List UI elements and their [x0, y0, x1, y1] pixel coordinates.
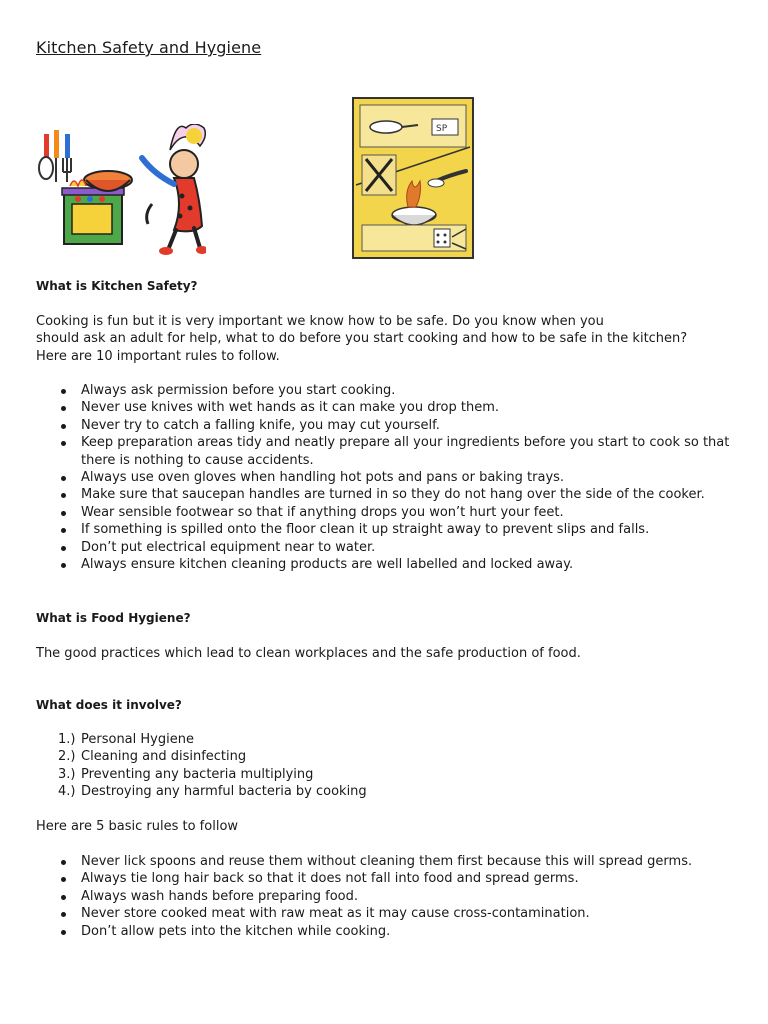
list-item: Make sure that saucepan handles are turned in so they do not hang over the side of the cooker.: [36, 486, 736, 503]
intro-line: Here are 10 important rules to follow.: [36, 348, 280, 364]
item-text: Preventing any bacteria multiplying: [81, 766, 314, 782]
item-number: 1.): [58, 732, 76, 747]
item-text: Personal Hygiene: [81, 732, 194, 747]
cartoon-chef-cooking-image: [34, 124, 206, 256]
list-item: Don’t allow pets into the kitchen while cooking.: [36, 923, 736, 940]
list-item: Always ask permission before you start cooking.: [36, 382, 736, 399]
svg-text:SP: SP: [436, 124, 448, 134]
list-item: Don’t put electrical equipment near to water.: [36, 539, 736, 556]
list-item: Always wash hands before preparing food.: [36, 888, 736, 905]
item-number: 3.): [58, 766, 76, 782]
food-hygiene-heading: What is Food Hygiene?: [36, 611, 191, 625]
item-text: Destroying any harmful bacteria by cooking: [81, 784, 367, 800]
list-item: Never store cooked meat with raw meat as it may cause cross-contamination.: [36, 905, 736, 922]
intro-line: should ask an adult for help, what to do before you start cooking and how to be safe in the kitchen?: [36, 331, 688, 347]
list-item: Wear sensible footwear so that if anything drops you won’t hurt your feet.: [36, 504, 736, 521]
involve-heading: What does it involve?: [36, 698, 182, 712]
involve-numbered-list: [36, 731, 736, 801]
item-number: 4.): [58, 784, 76, 800]
kitchen-safety-intro: [36, 313, 736, 365]
hygiene-rules-list: [36, 853, 736, 940]
basic-rules-intro: Here are 5 basic rules to follow: [36, 819, 239, 834]
food-hygiene-definition: The good practices which lead to clean workplaces and the safe production of food.: [36, 646, 581, 661]
list-item: Never use knives with wet hands as it can make you drop them.: [36, 399, 736, 416]
kitchen-safety-rules-list: [36, 382, 736, 573]
intro-line: Cooking is fun but it is very important we know how to be safe. Do you know when you: [36, 314, 604, 329]
list-item: Keep preparation areas tidy and neatly prepare all your ingredients before you start to cook so that there is nothing to cause accidents.: [36, 434, 736, 469]
list-item: Never try to catch a falling knife, you may cut yourself.: [36, 417, 736, 434]
list-item: Always use oven gloves when handling hot pots and pans or baking trays.: [36, 469, 736, 486]
list-item: [36, 783, 736, 800]
list-item: [36, 731, 736, 748]
list-item: If something is spilled onto the floor clean it up straight away to prevent slips and falls.: [36, 521, 736, 538]
list-item: [36, 748, 736, 765]
list-item: Always tie long hair back so that it does not fall into food and spread germs.: [36, 870, 736, 887]
item-text: Cleaning and disinfecting: [81, 749, 247, 765]
list-item: Never lick spoons and reuse them without cleaning them first because this will spread germs.: [36, 853, 736, 870]
kitchen-safety-poster-image: [352, 97, 474, 259]
list-item: Always ensure kitchen cleaning products are well labelled and locked away.: [36, 556, 736, 573]
item-number: 2.): [58, 749, 76, 765]
page-title: Kitchen Safety and Hygiene: [36, 38, 262, 57]
kitchen-safety-heading: What is Kitchen Safety?: [36, 279, 198, 293]
list-item: [36, 766, 736, 783]
